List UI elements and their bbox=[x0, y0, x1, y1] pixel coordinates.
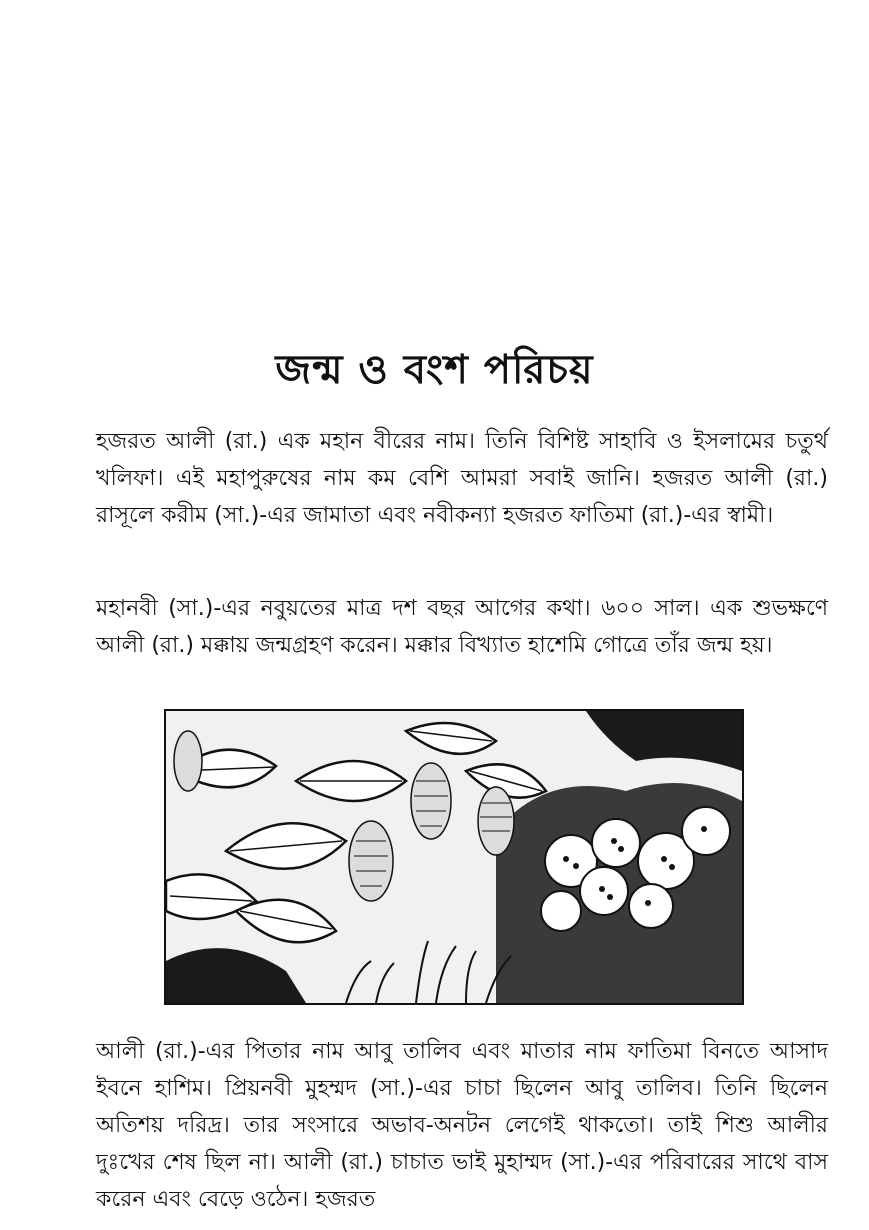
paragraph-birth: মহানবী (সা.)-এর নবুয়তের মাত্র দশ বছর আগের কথা। ৬০০ সাল। এক শুভক্ষণে আলী (রা.) মক্কায় জন্মগ্রহণ করেন। মক্কার বিখ্যাত হাশেমি গোত্রে তাঁর জন্ম হয়। bbox=[96, 596, 828, 658]
paragraph-intro: হজরত আলী (রা.) এক মহান বীরের নাম। তিনি বিশিষ্ট সাহাবি ও ইসলামের চতুর্থ খলিফা। এই মহাপুরুষের নাম কম বেশি আমরা সবাই জানি। হজরত আলী (রা.) রাসূলে করীম (সা.)-এর জামাতা এবং নবীকন্যা হজরত ফাতিমা (রা.)-এর স্বামী। bbox=[96, 429, 828, 528]
chapter-title: জন্ম ও বংশ পরিচয় bbox=[275, 347, 594, 393]
foliage-illustration bbox=[164, 709, 744, 1005]
paragraph-parents: আলী (রা.)-এর পিতার নাম আবু তালিব এবং মাতার নাম ফাতিমা বিনতে আসাদ ইবনে হাশিম। প্রিয়নবী মুহম্মদ (সা.)-এর চাচা ছিলেন আবু তালিব। তিনি ছিলেন অতিশয় দরিদ্র। তার সংসারে অভাব-অনটন লেগেই থাকতো। তাই শিশু আলীর দুঃখের শেষ ছিল না। আলী (রা.) চাচাত ভাই মুহাম্মদ (সা.)-এর পরিবারের সাথে বাস করেন এবং বেড়ে ওঠেন। হজরত bbox=[96, 1039, 828, 1212]
